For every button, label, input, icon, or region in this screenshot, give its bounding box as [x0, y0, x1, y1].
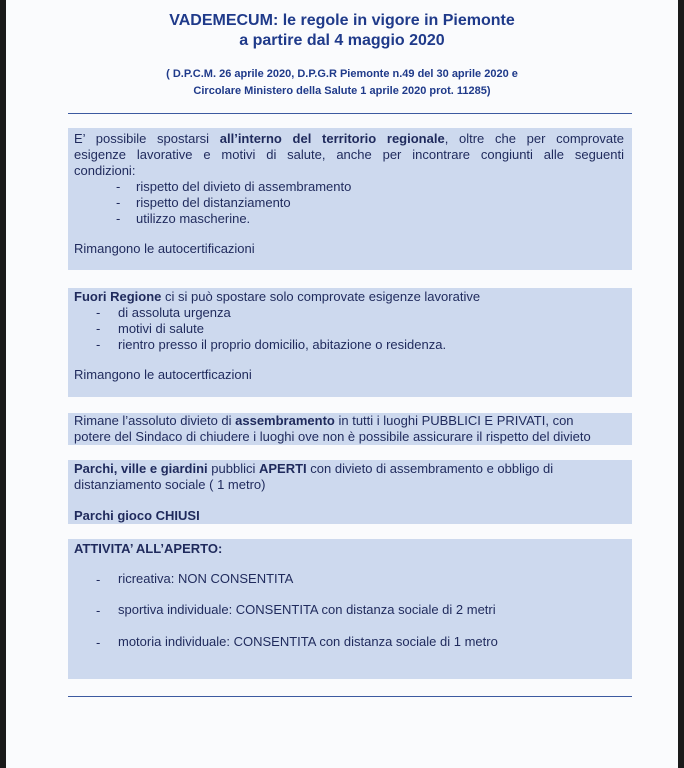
- list-item: rientro presso il proprio domicilio, abitazione o residenza.: [118, 337, 447, 352]
- section4-line-1: Parchi, ville e giardini pubblici APERTI con divieto di assembramento e obbligo di: [74, 461, 554, 476]
- reference-line-1: ( D.P.C.M. 26 aprile 2020, D.P.G.R Piemonte n.49 del 30 aprile 2020 e: [166, 68, 518, 80]
- section-gathering-ban: [68, 413, 632, 445]
- bullet-dash: -: [96, 337, 101, 352]
- bullet-dash: -: [116, 211, 121, 226]
- section-outdoor-activities: [68, 539, 632, 679]
- section2-footer: Rimangono le autocertficazioni: [74, 367, 252, 382]
- section1-line-2: esigenze lavorative e motivi di salute, anche per incontrare congiunti alle seguenti: [74, 147, 624, 162]
- section2-line-1: Fuori Regione ci si può spostare solo comprovate esigenze lavorative: [74, 289, 481, 304]
- section-regional-movement: [68, 128, 632, 270]
- section1-line-1: E’ possibile spostarsi all’interno del territorio regionale, oltre che per comprovate: [74, 131, 625, 146]
- section-outside-region: [68, 288, 632, 397]
- section-parks: [68, 460, 632, 524]
- title-line-2: a partire dal 4 maggio 2020: [239, 32, 445, 49]
- bottom-divider: [68, 696, 632, 697]
- top-divider: [68, 113, 632, 114]
- section1-footer: Rimangono le autocertificazioni: [74, 241, 255, 256]
- list-item: rispetto del divieto di assembramento: [136, 179, 352, 194]
- bullet-dash: -: [116, 179, 121, 194]
- bullet-dash: -: [96, 321, 101, 336]
- list-item: sportiva individuale: CONSENTITA con distanza sociale di 2 metri: [118, 602, 496, 617]
- section3-line-2: potere del Sindaco di chiudere i luoghi ove non è possibile assicurare il rispetto del divieto: [74, 429, 591, 444]
- list-item: di assoluta urgenza: [118, 305, 231, 320]
- list-item: ricreativa: NON CONSENTITA: [118, 571, 294, 586]
- document-page: [6, 0, 678, 768]
- section3-line-1: Rimane l’assoluto divieto di assembramento in tutti i luoghi PUBBLICI E PRIVATI, con: [74, 413, 574, 428]
- list-item: motoria individuale: CONSENTITA con distanza sociale di 1 metro: [118, 634, 498, 649]
- bullet-dash: -: [96, 572, 101, 587]
- bullet-dash: -: [116, 195, 121, 210]
- section4-line-2: distanziamento sociale ( 1 metro): [74, 477, 266, 492]
- bullet-dash: -: [96, 635, 101, 650]
- list-item: motivi di salute: [118, 321, 204, 336]
- bullet-dash: -: [96, 603, 101, 618]
- bullet-dash: -: [96, 305, 101, 320]
- list-item: rispetto del distanziamento: [136, 195, 291, 210]
- list-item: utilizzo mascherine.: [136, 211, 251, 226]
- section1-line-3: condizioni:: [74, 163, 136, 178]
- section4-line-3: Parchi gioco CHIUSI: [74, 508, 200, 523]
- reference-line-2: Circolare Ministero della Salute 1 aprile 2020 prot. 11285): [193, 85, 491, 97]
- section5-heading: ATTIVITA’ ALL’APERTO:: [74, 541, 223, 556]
- title-line-1: VADEMECUM: le regole in vigore in Piemonte: [169, 12, 515, 29]
